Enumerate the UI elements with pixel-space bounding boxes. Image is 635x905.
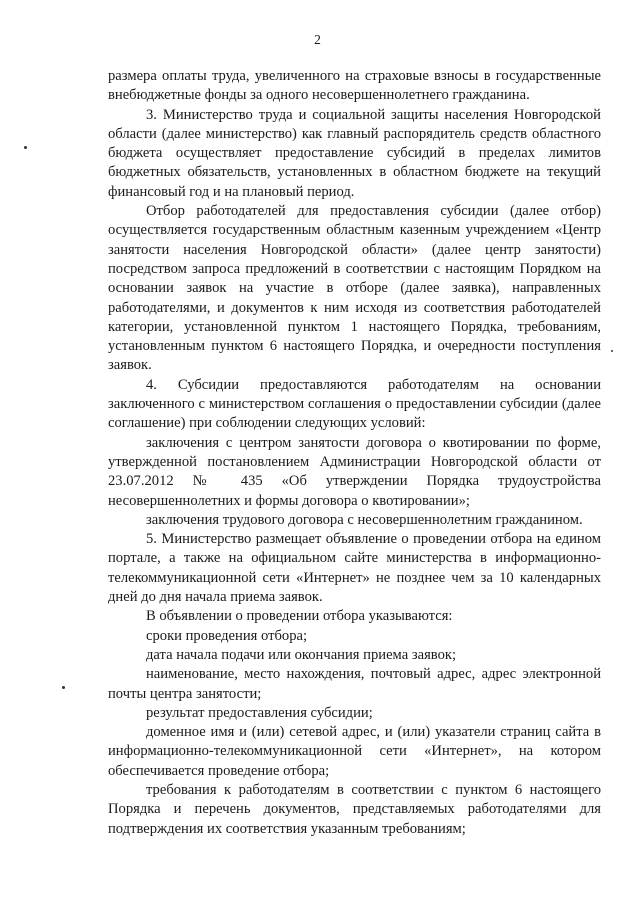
scan-speck	[62, 686, 65, 689]
list-item: требования к работодателям в соответствии с пунктом 6 настоящего Порядка и перечень документов, представляемых работодателями для подтверждения их соответствия указанным требованиям;	[108, 781, 601, 837]
paragraph-selection: Отбор работодателей для предоставления субсидии (далее отбор) осуществляется государственным областным казенным учреждением «Центр занятости населения Новгородской области» (далее центр занятости) посредством запроса предложений в соответствии с настоящим Порядком на основании заявок на участие в отборе (далее заявка), направленных работодателями, и документов к ним исходя из соответствия работодателей категории, установленной пунктом 1 настоящего Порядка, требованиям, установленным пунктом 6 настоящего Порядка, и очередности поступления заявок.	[108, 203, 601, 374]
list-item: сроки проведения отбора;	[146, 627, 308, 644]
page-number: 2	[314, 32, 321, 47]
paragraph-continuation: размера оплаты труда, увеличенного на страховые взносы в государственные внебюджетные фонды за одного несовершеннолетнего гражданина.	[108, 68, 601, 104]
scan-speck	[24, 146, 27, 149]
paragraph-condition-1: заключения с центром занятости договора о квотировании по форме, утвержденной постановлением Администрации Новгородской области от 23.07.2012 № 435 «Об утверждении Порядка трудоустройства несовершеннолетних и формы договора о квотировании»;	[108, 434, 601, 509]
list-item: результат предоставления субсидии;	[146, 704, 373, 721]
paragraph-item-5: 5. Министерство размещает объявление о проведении отбора на едином портале, а также на официальном сайте министерства в информационно-телекоммуникационной сети «Интернет» не позднее чем за 10 календарных дней до дня начала приема заявок.	[108, 531, 601, 606]
paragraph-announcement-intro: В объявлении о проведении отбора указываются:	[146, 608, 453, 625]
list-item: наименование, место нахождения, почтовый адрес, адрес электронной почты центра занятости;	[108, 666, 601, 702]
paragraph-condition-2: заключения трудового договора с несовершеннолетним гражданином.	[146, 511, 583, 528]
document-body	[108, 67, 601, 839]
list-item: дата начала подачи или окончания приема заявок;	[146, 646, 457, 663]
paragraph-item-4: 4. Субсидии предоставляются работодателям на основании заключенного с министерством соглашения о предоставлении субсидии (далее соглашение) при соблюдении следующих условий:	[108, 376, 601, 432]
scan-speck	[611, 350, 613, 352]
paragraph-item-3: 3. Министерство труда и социальной защиты населения Новгородской области (далее министерство) как главный распорядитель средств областного бюджета осуществляет предоставление субсидий в пределах лимитов бюджетных обязательств, установленных в областном бюджете на текущий финансовый год и на плановый период.	[108, 106, 601, 200]
list-item: доменное имя и (или) сетевой адрес, и (или) указатели страниц сайта в информационно-телекоммуникационной сети «Интернет», на котором обеспечивается проведение отбора;	[108, 724, 601, 779]
